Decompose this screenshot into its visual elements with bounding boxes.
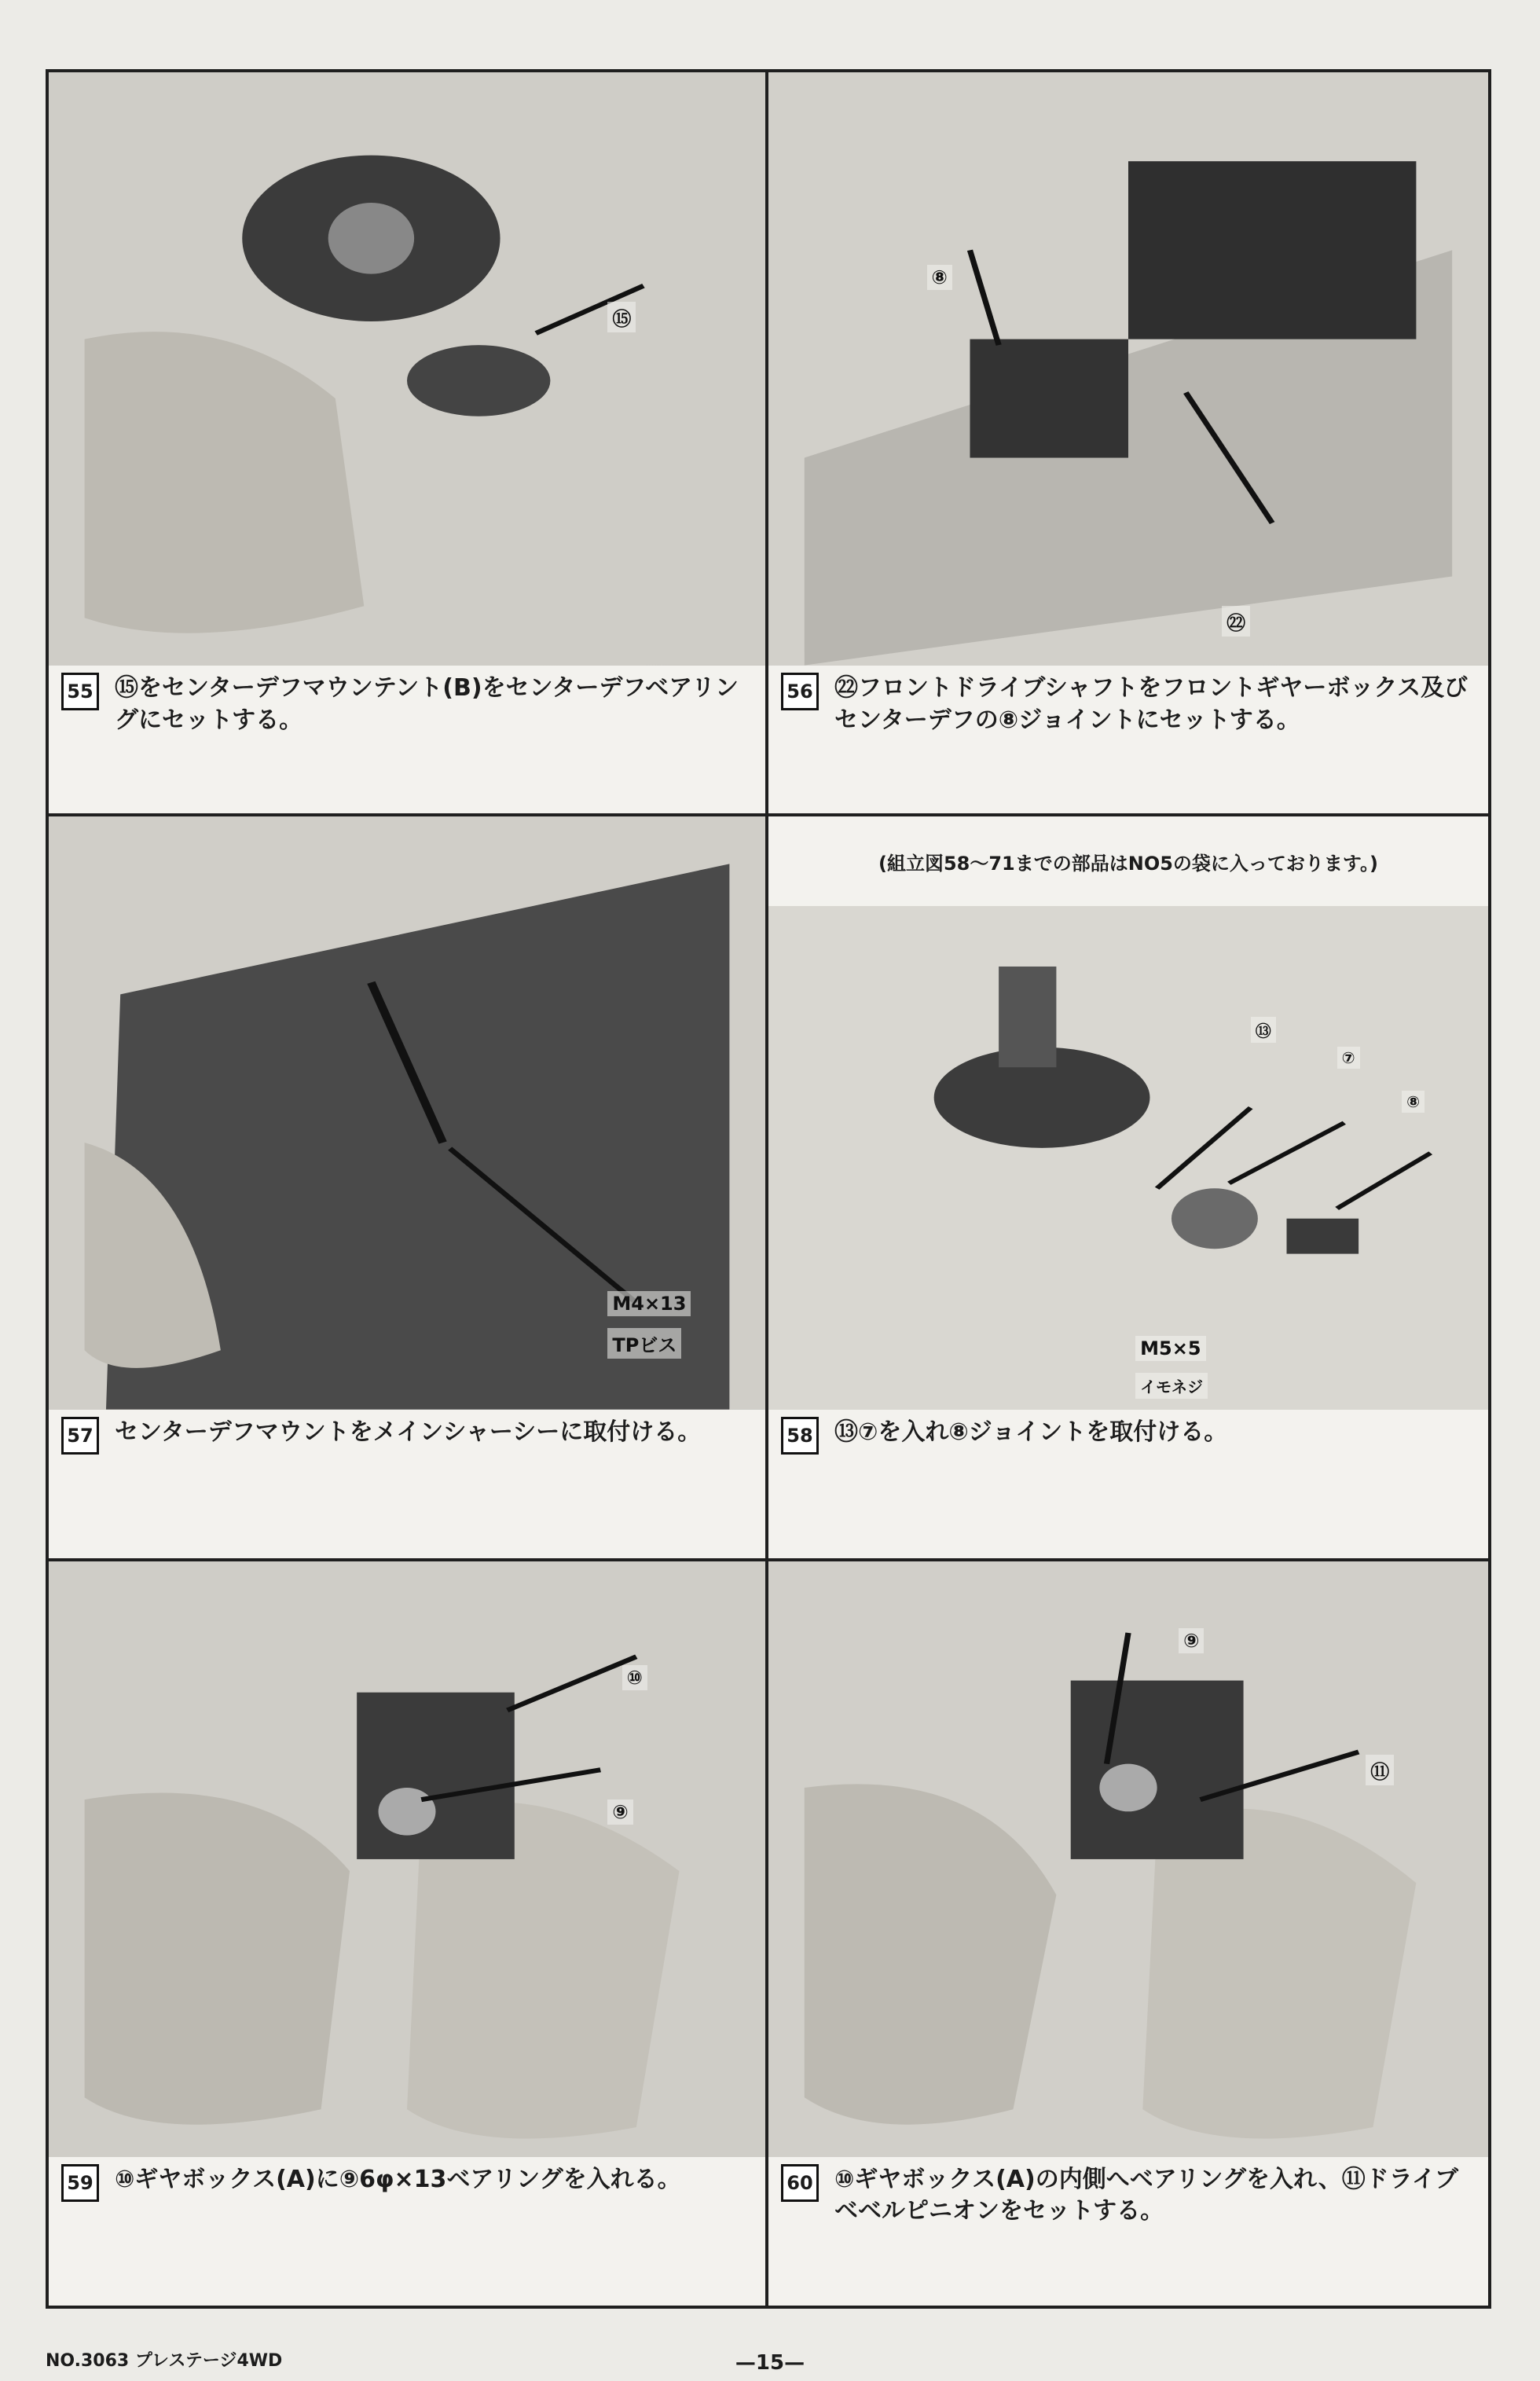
step-58-photo bbox=[768, 906, 1488, 1410]
step-55-panel bbox=[49, 72, 768, 816]
label-set-screw: イモネジ bbox=[1135, 1373, 1208, 1399]
step-58-caption bbox=[781, 1417, 1476, 1455]
step-55-caption bbox=[61, 673, 753, 736]
step-59-panel bbox=[49, 1561, 768, 2306]
step-58-illustration bbox=[768, 906, 1488, 1410]
step-55-photo bbox=[49, 72, 765, 666]
label-m5x5: M5×5 bbox=[1135, 1336, 1205, 1361]
label-8: ⑧ bbox=[927, 265, 952, 290]
step-number: 58 bbox=[781, 1417, 819, 1455]
step-text: ⑩ギヤボックス(A)に⑨6φ×13ベアリングを入れる。 bbox=[115, 2165, 681, 2193]
step-text: ⑮をセンターデフマウンテント(B)をセンターデフベアリングにセットする。 bbox=[115, 674, 739, 734]
step-56-panel bbox=[768, 72, 1488, 816]
label-7: ⑦ bbox=[1337, 1047, 1360, 1069]
label-10: ⑩ bbox=[622, 1665, 647, 1690]
step-60-illustration bbox=[768, 1561, 1488, 2157]
step-56-illustration bbox=[768, 72, 1488, 666]
label-62: ㉒ bbox=[1222, 606, 1250, 637]
step-59-illustration bbox=[49, 1561, 765, 2157]
label-11: ⑪ bbox=[1366, 1755, 1394, 1785]
step-text: ⑬⑦を入れ⑧ジョイントを取付ける。 bbox=[834, 1418, 1228, 1447]
label-115: ⑮ bbox=[607, 302, 636, 332]
step-60-panel bbox=[768, 1561, 1488, 2306]
page-number: —15— bbox=[735, 2351, 805, 2375]
label-tp-screw: TPビス bbox=[607, 1328, 681, 1359]
step-text: センターデフマウントをメインシャーシーに取付ける。 bbox=[115, 1418, 702, 1447]
step-56-photo bbox=[768, 72, 1488, 666]
label-130: ⑬ bbox=[1251, 1017, 1276, 1043]
model-footer: NO.3063 プレステージ4WD bbox=[46, 2351, 283, 2371]
step-number: 60 bbox=[781, 2164, 819, 2202]
step-58-panel bbox=[768, 816, 1488, 1561]
label-9: ⑨ bbox=[1179, 1628, 1204, 1653]
bag-note: (組立図58〜71までの部品はNO5の袋に入っております。) bbox=[878, 853, 1378, 875]
step-57-photo bbox=[49, 816, 765, 1410]
step-56-caption bbox=[781, 673, 1476, 736]
label-8: ⑧ bbox=[1402, 1091, 1424, 1113]
label-9: ⑨ bbox=[607, 1800, 632, 1825]
step-57-panel bbox=[49, 816, 768, 1561]
step-57-caption bbox=[61, 1417, 753, 1455]
label-m4x13: M4×13 bbox=[607, 1291, 691, 1316]
step-text: ⑩ギヤボックス(A)の内側へベアリングを入れ、⑪ドライブベベルピニオンをセットする。 bbox=[834, 2165, 1458, 2225]
instruction-grid bbox=[49, 72, 1488, 2306]
step-number: 56 bbox=[781, 673, 819, 710]
step-60-photo bbox=[768, 1561, 1488, 2157]
step-number: 59 bbox=[61, 2164, 99, 2202]
step-59-photo bbox=[49, 1561, 765, 2157]
step-60-caption bbox=[781, 2164, 1476, 2228]
instruction-page bbox=[46, 69, 1491, 2309]
step-55-illustration bbox=[49, 72, 765, 666]
step-59-caption bbox=[61, 2164, 753, 2202]
step-number: 57 bbox=[61, 1417, 99, 1455]
step-number: 55 bbox=[61, 673, 99, 710]
step-57-illustration bbox=[49, 816, 765, 1410]
step-text: ㉒フロントドライブシャフトをフロントギヤーボックス及びセンターデフの⑧ジョイントにセットする。 bbox=[834, 674, 1468, 734]
